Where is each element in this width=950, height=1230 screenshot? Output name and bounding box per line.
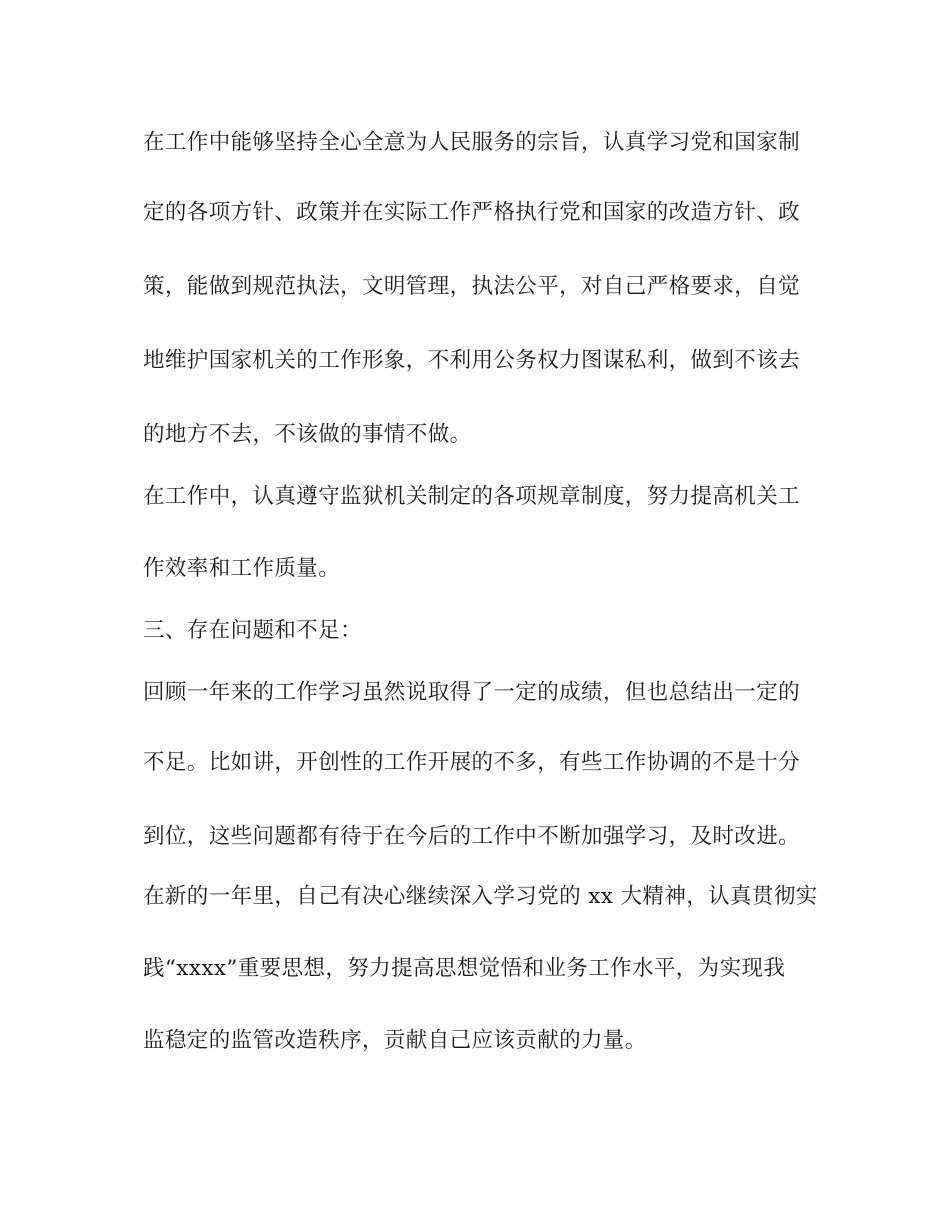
paragraph-1-line-1: 在工作中能够坚持全心全意为人民服务的宗旨，认真学习党和国家制: [143, 130, 801, 155]
paragraph-3-line-1: 回顾一年来的工作学习虽然说取得了一定的成绩，但也总结出一定的: [143, 680, 801, 705]
paragraph-3-line-3: 到位，这些问题都有待于在今后的工作中不断加强学习，及时改进。: [143, 824, 801, 849]
paragraph-4-line-3: 监稳定的监管改造秩序，贡献自己应该贡献的力量。: [143, 1028, 647, 1053]
paragraph-4-line-1: 在新的一年里，自己有决心继续深入学习党的 xx 大精神，认真贯彻实: [143, 884, 818, 909]
paragraph-1-line-2: 定的各项方针、政策并在实际工作严格执行党和国家的改造方针、政: [143, 200, 801, 225]
paragraph-2-line-1: 在工作中，认真遵守监狱机关制定的各项规章制度，努力提高机关工: [143, 484, 801, 509]
paragraph-1-line-4: 地维护国家机关的工作形象，不利用公务权力图谋私利，做到不该去: [143, 348, 801, 373]
paragraph-2-line-2: 作效率和工作质量。: [143, 556, 341, 581]
paragraph-3-line-2: 不足。比如讲，开创性的工作开展的不多，有些工作协调的不是十分: [143, 750, 801, 775]
paragraph-4-line-2: 践“xxxx”重要思想，努力提高思想觉悟和业务工作水平，为实现我: [143, 956, 786, 981]
paragraph-1-line-5: 的地方不去，不该做的事情不做。: [143, 422, 472, 447]
section-heading: 三、存在问题和不足：: [143, 618, 363, 643]
paragraph-1-line-3: 策，能做到规范执法，文明管理，执法公平，对自己严格要求，自觉: [143, 274, 801, 299]
